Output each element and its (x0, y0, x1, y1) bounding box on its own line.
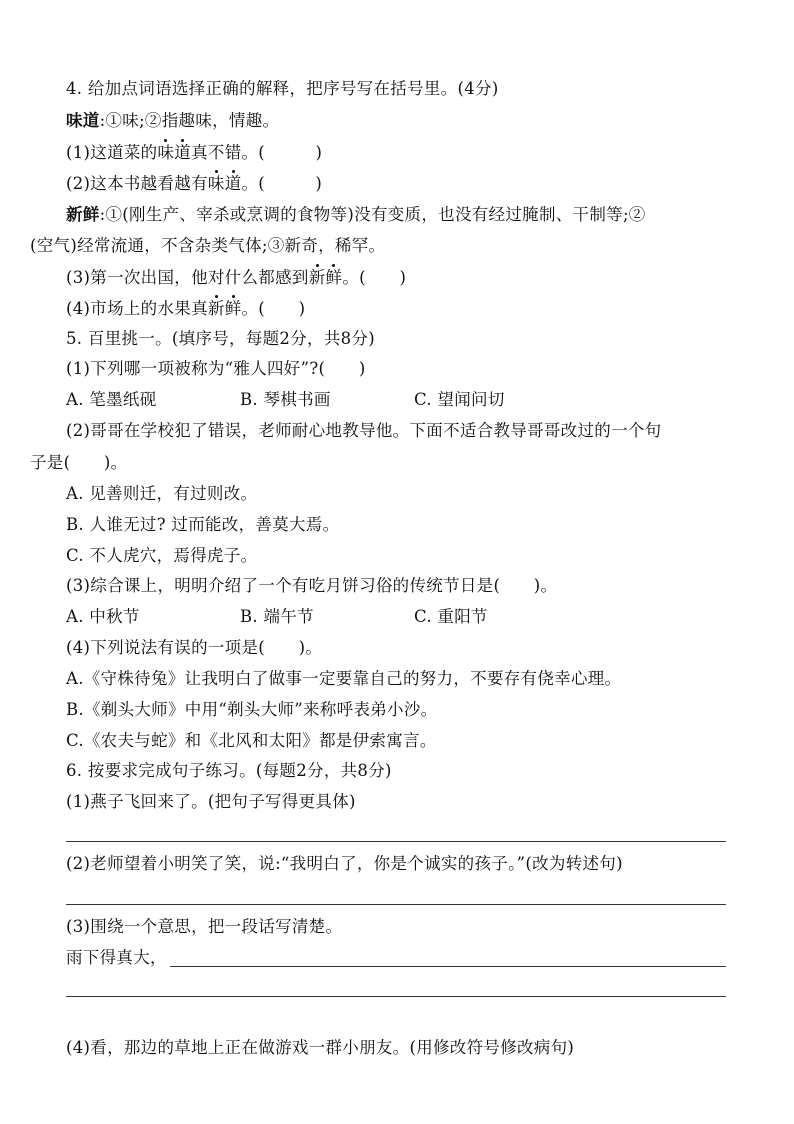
q5-p4-stem: (4)下列说法有误的一项是( )。 (66, 638, 323, 657)
q5-p1-option-c[interactable]: C. 望闻问切 (414, 390, 505, 409)
q4-s4-pre: (4)市场上的水果真 (66, 299, 208, 318)
q4-sentence-4 (66, 298, 305, 320)
q5-p3-option-c[interactable]: C. 重阳节 (414, 607, 488, 626)
q5-p4-option-c[interactable]: C.《农夫与蛇》和《北风和太阳》都是伊索寓言。 (66, 731, 437, 750)
q5-p3-option-b[interactable]: B. 端午节 (240, 607, 314, 626)
q4-s1-pre: (1)这道菜的 (66, 143, 158, 162)
q4-s2-pre: (2)这本书越看越有 (66, 174, 208, 193)
q5-p4-option-b[interactable]: B.《剃头大师》中用“剃头大师”来称呼表弟小沙。 (66, 700, 438, 719)
q5-p3-stem: (3)综合课上，明明介绍了一个有吃月饼习俗的传统节日是( )。 (66, 576, 558, 595)
q5-p1-stem: (1)下列哪一项被称为“雅人四好”?( ) (66, 359, 366, 378)
q5-p2-option-c[interactable]: C. 不人虎穴，焉得虎子。 (66, 546, 258, 565)
q6-s1-prompt: (1)燕子飞回来了。(把句子写得更具体) (66, 792, 356, 811)
q4-xinxian-definition-line1 (66, 204, 646, 226)
q4-title: 4. 给加点词语选择正确的解释，把序号写在括号里。(4分) (66, 79, 499, 98)
q6-s3-prompt: (3)围绕一个意思，把一段话写清楚。 (66, 917, 343, 936)
q4-weidao-def: :①味;②指趣味，情趣。 (99, 111, 280, 130)
dotted-char: 道 (174, 143, 192, 162)
q5-p4-option-a[interactable]: A.《守株待兔》让我明白了做事一定要靠自己的努力，不要存有侥幸心理。 (66, 669, 622, 688)
dotted-char: 味 (207, 174, 225, 193)
q4-xinxian-def: :①(刚生产、宰杀或烹调的食物等)没有变质，也没有经过腌制、干制等;② (99, 205, 646, 224)
dotted-char: 道 (224, 174, 242, 193)
q6-title: 6. 按要求完成句子练习。(每题2分，共8分) (66, 761, 392, 780)
q5-p1-option-a[interactable]: A. 笔墨纸砚 (66, 390, 157, 409)
dotted-char: 新 (308, 268, 326, 287)
q4-sentence-2 (66, 173, 322, 195)
q6-s3-lead: 雨下得真大， (66, 948, 167, 967)
q4-s4-answer-bracket[interactable]: 。( ) (241, 299, 306, 318)
dotted-char: 鲜 (224, 299, 242, 318)
q6-s2-prompt: (2)老师望着小明笑了笑，说:“我明白了，你是个诚实的孩子。”(改为转述句) (66, 854, 623, 873)
q5-p2-stem-line1: (2)哥哥在学校犯了错误，老师耐心地教导他。下面不适合教导哥哥改过的一个句 (66, 421, 662, 440)
dotted-char: 味 (157, 143, 175, 162)
dotted-char: 新 (207, 299, 225, 318)
q4-sentence-3 (66, 267, 406, 289)
q6-s2-answer-line[interactable] (66, 904, 726, 905)
q4-s3-answer-bracket[interactable]: 。( ) (342, 268, 407, 287)
q6-s1-answer-line[interactable] (66, 841, 726, 842)
q5-p2-option-b[interactable]: B. 人谁无过? 过而能改，善莫大焉。 (66, 515, 340, 534)
q6-s3-answer-line-2[interactable] (66, 996, 726, 997)
q5-title: 5. 百里挑一。(填序号，每题2分，共8分) (66, 329, 375, 348)
q4-weidao-term: 味道 (66, 111, 100, 130)
q5-p1-option-b[interactable]: B. 琴棋书画 (240, 390, 331, 409)
q6-s4-prompt: (4)看，那边的草地上正在做游戏一群小朋友。(用修改符号修改病句) (66, 1038, 575, 1057)
q4-xinxian-definition-line2: (空气)经常流通，不含杂类气体;③新奇，稀罕。 (30, 236, 386, 255)
q5-p2-stem-line2: 子是( )。 (30, 453, 128, 472)
q5-p3-option-a[interactable]: A. 中秋节 (66, 607, 140, 626)
q4-s3-pre: (3)第一次出国，他对什么都感到 (66, 268, 309, 287)
q4-s1-answer-bracket[interactable]: 真不错。( ) (191, 143, 323, 162)
q4-sentence-1 (66, 142, 322, 164)
dotted-char: 鲜 (325, 268, 343, 287)
q4-weidao-definition (66, 110, 279, 132)
q4-xinxian-term: 新鲜 (66, 205, 100, 224)
q6-s3-answer-line-1[interactable] (170, 966, 726, 967)
q4-s2-answer-bracket[interactable]: 。( ) (241, 174, 323, 193)
q5-p2-option-a[interactable]: A. 见善则迁，有过则改。 (66, 484, 258, 503)
